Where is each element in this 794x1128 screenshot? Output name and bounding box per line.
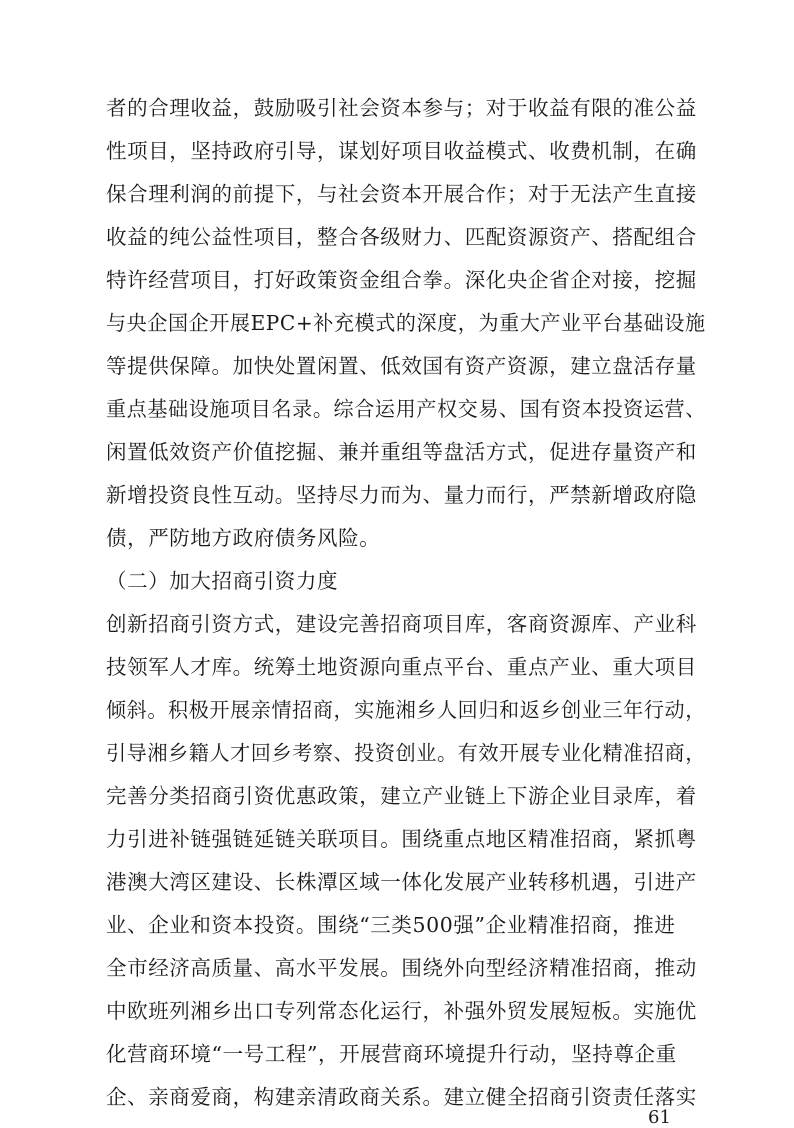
text-line: 引导湘乡籍人才回乡考察、投资创业。有效开展专业化精准招商， (106, 741, 706, 765)
text-line: 保合理利润的前提下，与社会资本开展合作；对于无法产生直接 (106, 182, 697, 206)
text-line: 力引进补链强链延链关联项目。围绕重点地区精准招商，紧抓粤 (106, 827, 697, 851)
text-line: 性项目，坚持政府引导，谋划好项目收益模式、收费机制，在确 (106, 139, 697, 163)
text-line: 业、企业和资本投资。围绕“三类500强”企业精准招商，推进 (106, 913, 676, 937)
text-line: 化营商环境“一号工程”，开展营商环境提升行动，坚持尊企重 (106, 1042, 677, 1066)
text-line: 债，严防地方政府债务风险。 (106, 526, 381, 550)
text-line: 收益的纯公益性项目，整合各级财力、匹配资源资产、搭配组合 (106, 225, 697, 249)
text-line: 创新招商引资方式，建设完善招商项目库，客商资源库、产业科 (106, 612, 697, 636)
text-line: 等提供保障。加快处置闲置、低效国有资产资源，建立盘活存量 (106, 354, 697, 378)
text-line: 完善分类招商引资优惠政策，建立产业链上下游企业目录库，着 (106, 784, 697, 808)
text-line: 港澳大湾区建设、长株潭区域一体化发展产业转移机遇，引进产 (106, 870, 697, 894)
text-line: 特许经营项目，打好政策资金组合拳。深化央企省企对接，挖掘 (106, 268, 697, 292)
page-number: 61 (648, 1107, 671, 1128)
text-line: 全市经济高质量、高水平发展。围绕外向型经济精准招商，推动 (106, 956, 697, 980)
text-line: 中欧班列湘乡出口专列常态化运行，补强外贸发展短板。实施优 (106, 999, 697, 1023)
text-line: 闲置低效资产价值挖掘、兼并重组等盘活方式，促进存量资产和 (106, 440, 697, 464)
text-line: 倾斜。积极开展亲情招商，实施湘乡人回归和返乡创业三年行动， (106, 698, 706, 722)
text-line: 与央企国企开展EPC+补充模式的深度，为重大产业平台基础设施 (106, 311, 706, 335)
text-line: 技领军人才库。统筹土地资源向重点平台、重点产业、重大项目 (106, 655, 697, 679)
text-line: 重点基础设施项目名录。综合运用产权交易、国有资本投资运营、 (106, 397, 706, 421)
text-line: 新增投资良性互动。坚持尽力而为、量力而行，严禁新增政府隐 (106, 483, 697, 507)
text-line: 者的合理收益，鼓励吸引社会资本参与；对于收益有限的准公益 (106, 96, 697, 120)
section-heading: （二）加大招商引资力度 (106, 569, 339, 593)
text-line: 企、亲商爱商，构建亲清政商关系。建立健全招商引资责任落实 (106, 1085, 697, 1109)
